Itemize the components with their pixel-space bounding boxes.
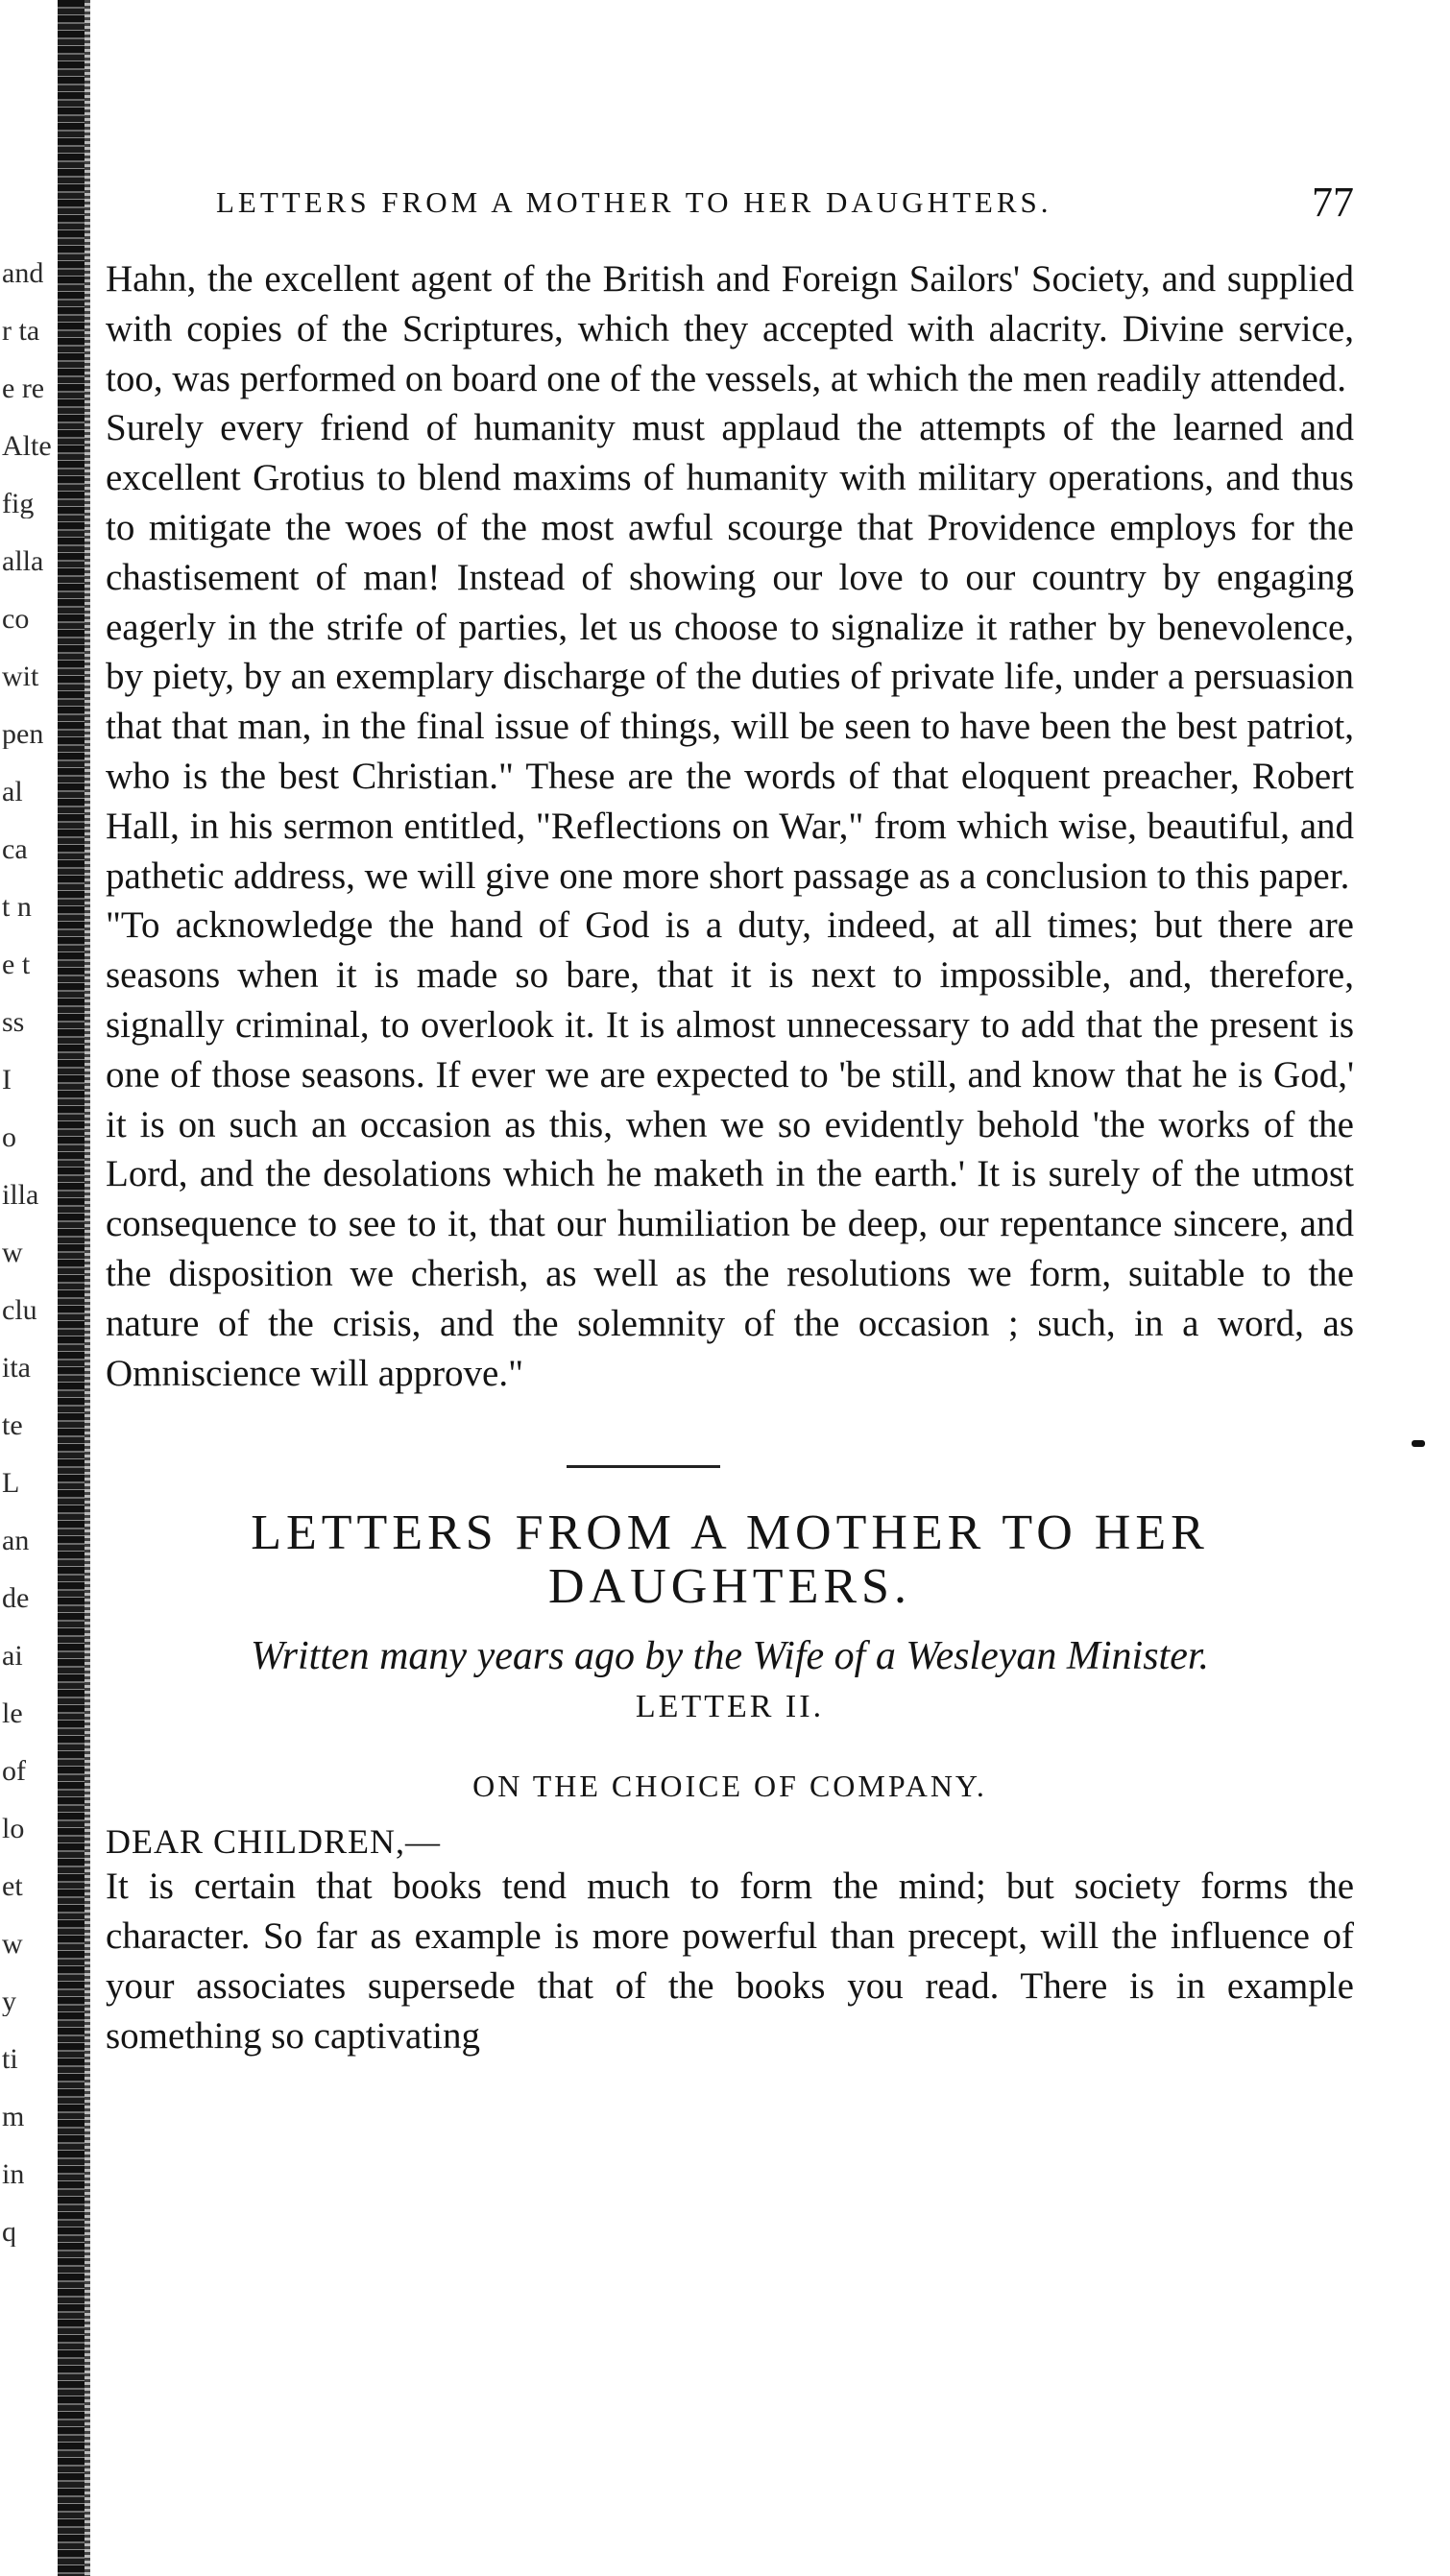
letter-body (106, 1862, 1354, 2060)
bleed-fragment: m (2, 2103, 25, 2131)
article-subtitle: Written many years ago by the Wife of a Wesleyan Minister. (250, 1634, 1210, 1679)
bleed-fragment: fig (2, 490, 35, 518)
bleed-fragment: alla (2, 547, 44, 576)
section-divider (567, 1465, 720, 1468)
bleed-fragment: te (2, 1411, 23, 1440)
bleed-fragment: le (2, 1699, 23, 1728)
paragraph: It is certain that books tend much to form the mind; but society forms the character. So far as example is more powerful than precept, will the influence of your associates supersede that of the books you read. There is in example something so captivating (106, 1866, 1354, 2057)
article-title: LETTERS FROM A MOTHER TO HER DAUGHTERS. (251, 1505, 1209, 1615)
bleed-fragment: Alte (2, 432, 52, 461)
bleed-fragment: r ta (2, 317, 40, 346)
bleed-fragment: t n (2, 893, 32, 922)
bleed-fragment: w (2, 1930, 23, 1959)
bleed-fragment: q (2, 2218, 16, 2247)
bleed-fragment: e re (2, 374, 45, 403)
bleed-fragment: clu (2, 1296, 37, 1325)
page-number: 77 (1312, 179, 1354, 226)
spine-edge (85, 0, 90, 2576)
bleed-fragment: w (2, 1239, 23, 1267)
bleed-fragment: e t (2, 951, 31, 979)
letter-topic: ON THE CHOICE OF COMPANY. (472, 1769, 987, 1804)
bleed-fragment: of (2, 1757, 26, 1786)
paragraph: Hahn, the excellent agent of the British and Foreign Sailors' Society, and supplied with copies of the Scriptures, which they accepted with alacrity. Divine service, too, was performed on board one of the vessels, at which the men readily attended. (106, 258, 1354, 399)
bleed-fragment: and (2, 259, 44, 288)
bleed-fragment: ss (2, 1008, 25, 1037)
scan-gutter (0, 0, 92, 2576)
book-spine (58, 0, 86, 2576)
article-end (106, 254, 1354, 1398)
letter-number: LETTER II. (635, 1689, 825, 1725)
bleed-fragment: ai (2, 1642, 23, 1671)
running-head (106, 178, 1354, 254)
bleed-fragment: an (2, 1527, 30, 1555)
bleed-fragment: illa (2, 1181, 39, 1210)
bleed-fragment: co (2, 605, 30, 634)
bleed-fragment: ti (2, 2045, 18, 2074)
bleed-fragment: de (2, 1584, 30, 1613)
bleed-fragment: et (2, 1872, 23, 1901)
bleed-fragment: in (2, 2160, 25, 2189)
paragraph: Surely every friend of humanity must applaud the attempts of the learned and excellent Grotius to blend maxims of humanity with military operations, and thus to mitigate the woes of the most awful scourge that Providence employs for the chastisement of man! Instead of showing our love to our country by engaging eagerly in the strife of parties, let us choose to signalize it rather by benevolence, by piety, by an exemplary discharge of the duties of private life, under a persuasion that that man, in the final issue of things, will be seen to have been the best patriot, who is the best Christian." These are the words of that eloquent preacher, Robert Hall, in his sermon entitled, "Reflections on War," from which wise, beautiful, and pathetic address, we will give one more short passage as a conclusion to this paper. (106, 407, 1354, 897)
bleed-fragment: wit (2, 662, 39, 691)
bleed-fragment: o (2, 1123, 16, 1152)
bleed-fragment: lo (2, 1815, 25, 1843)
bleed-fragment: ita (2, 1354, 31, 1383)
bleed-fragment: I (2, 1066, 12, 1095)
salutation: DEAR CHILDREN,— (106, 1822, 441, 1862)
bleed-fragment: pen (2, 720, 44, 749)
bleed-fragment: L (2, 1469, 20, 1498)
paragraph: "To acknowledge the hand of God is a duty, indeed, at all times; but there are seasons when it is made so bare, that it is next to impossible, and, therefore, signally criminal, to overlook it. It is almost unnecessary to add that the present is one of those seasons. If ever we are expected to 'be still, and know that he is God,' it is on such an occasion as this, when we so evidently behold 'the works of the Lord, and the desolations which he maketh in the earth.' It is surely of the utmost consequence to see to it, that our humiliation be deep, our repentance sincere, and the disposition we cherish, as well as the resolutions we form, suitable to the nature of the crisis, and the solemnity of the occasion ; such, in a word, as Omniscience will approve." (106, 904, 1354, 1394)
ink-mark (1412, 1440, 1425, 1447)
bleed-fragment: ca (2, 835, 28, 864)
bleed-fragment: y (2, 1987, 16, 2016)
running-head-title: LETTERS FROM A MOTHER TO HER DAUGHTERS. (216, 185, 1052, 219)
page (106, 178, 1354, 2061)
bleed-fragment: al (2, 778, 23, 807)
